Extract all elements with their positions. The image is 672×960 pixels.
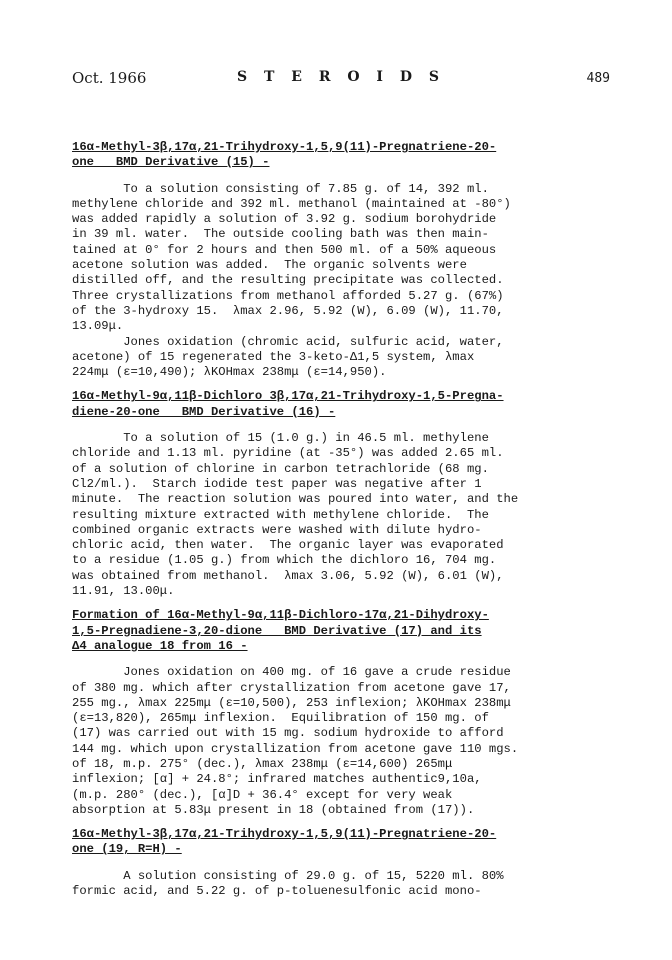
section-heading	[72, 827, 612, 858]
procedure-section	[72, 389, 612, 599]
text-line: inflexion; [α] + 24.8°; infrared matches authentic9,10a,	[72, 772, 482, 787]
text-line: of the 3-hydroxy 15. λmax 2.96, 5.92 (W), 6.09 (W), 11.70,	[72, 303, 504, 318]
heading-line: one BMD Derivative (15) -	[72, 155, 270, 170]
text-line: was added rapidly a solution of 3.92 g. sodium borohydride	[72, 212, 497, 227]
text-line: was obtained from methanol. λmax 3.06, 5.92 (W), 6.01 (W),	[72, 568, 504, 583]
text-line: methylene chloride and 392 ml. methanol (maintained at -80°)	[72, 196, 511, 211]
text-line: To a solution of 15 (1.0 g.) in 46.5 ml. methylene	[72, 431, 489, 446]
text-line: 13.09μ.	[72, 319, 124, 334]
heading-line: 16α-Methyl-9α,11β-Dichloro 3β,17α,21-Trihydroxy-1,5-Pregna-	[72, 389, 504, 404]
text-line: 224mμ (ε=10,490); λKOHmax 238mμ (ε=14,950).	[72, 365, 387, 380]
section-heading	[72, 140, 612, 171]
text-line: 255 mg., λmax 225mμ (ε=10,500), 253 inflexion; λKOHmax 238mμ	[72, 695, 511, 710]
text-line: Three crystallizations from methanol afforded 5.27 g. (67%)	[72, 288, 504, 303]
section-heading	[72, 608, 612, 654]
heading-line: one (19, R=H) -	[72, 842, 182, 857]
text-line: tained at 0° for 2 hours and then 500 ml. of a 50% aqueous	[72, 242, 497, 257]
text-line: in 39 ml. water. The outside cooling bath was then main-	[72, 227, 489, 242]
text-line: 144 mg. which upon crystallization from acetone gave 110 mgs.	[72, 741, 519, 756]
body-paragraph	[72, 869, 612, 900]
text-line: To a solution consisting of 7.85 g. of 14, 392 ml.	[72, 181, 489, 196]
heading-line: diene-20-one BMD Derivative (16) -	[72, 404, 336, 419]
heading-line: Formation of 16α-Methyl-9α,11β-Dichloro-17α,21-Dihydroxy-	[72, 608, 489, 623]
text-line: 11.91, 13.00μ.	[72, 584, 175, 599]
article-body	[72, 140, 612, 908]
issue-date: Oct. 1966	[72, 69, 147, 87]
text-line: Cl2/ml.). Starch iodide test paper was negative after 1	[72, 476, 482, 491]
text-line: Jones oxidation on 400 mg. of 16 gave a crude residue	[72, 665, 511, 680]
text-line: chloric acid, then water. The organic layer was evaporated	[72, 538, 504, 553]
body-paragraph	[72, 182, 612, 335]
running-header	[72, 69, 610, 89]
text-line: (17) was carried out with 15 mg. sodium hydroxide to afford	[72, 726, 504, 741]
text-line: acetone) of 15 regenerated the 3-keto-Δ1,5 system, λmax	[72, 349, 475, 364]
heading-line: Δ4 analogue 18 from 16 -	[72, 638, 248, 653]
text-line: combined organic extracts were washed with dilute hydro-	[72, 522, 482, 537]
text-line: resulting mixture extracted with methylene chloride. The	[72, 507, 489, 522]
text-line: (m.p. 280° (dec.), [α]D + 36.4° except for very weak	[72, 787, 453, 802]
text-line: (ε=13,820), 265mμ inflexion. Equilibration of 150 mg. of	[72, 711, 489, 726]
heading-line: 16α-Methyl-3β,17α,21-Trihydroxy-1,5,9(11)-Pregnatriene-20-	[72, 140, 497, 154]
section-heading	[72, 389, 612, 420]
procedure-section	[72, 140, 612, 380]
heading-line: 16α-Methyl-3β,17α,21-Trihydroxy-1,5,9(11)-Pregnatriene-20-	[72, 827, 497, 842]
text-line: Jones oxidation (chromic acid, sulfuric acid, water,	[72, 334, 504, 349]
text-line: to a residue (1.05 g.) from which the dichloro 16, 704 mg.	[72, 553, 497, 568]
text-line: distilled off, and the resulting precipitate was collected.	[72, 273, 504, 288]
body-paragraph	[72, 431, 612, 599]
procedure-section	[72, 827, 612, 899]
page-number: 489	[586, 71, 610, 86]
text-line: chloride and 1.13 ml. pyridine (at -35°) was added 2.65 ml.	[72, 446, 504, 461]
text-line: of 18, m.p. 275° (dec.), λmax 238mμ (ε=14,600) 265mμ	[72, 756, 453, 771]
text-line: absorption at 5.83μ present in 18 (obtained from (17)).	[72, 802, 475, 817]
body-paragraph	[72, 665, 612, 818]
text-line: A solution consisting of 29.0 g. of 15, 5220 ml. 80%	[72, 868, 504, 883]
text-line: of a solution of chlorine in carbon tetrachloride (68 mg.	[72, 461, 489, 476]
text-line: acetone solution was added. The organic solvents were	[72, 258, 467, 273]
heading-line: 1,5-Pregnadiene-3,20-dione BMD Derivative (17) and its	[72, 623, 482, 638]
journal-title: S T E R O I D S	[237, 69, 445, 85]
text-line: minute. The reaction solution was poured into water, and the	[72, 492, 519, 507]
body-paragraph	[72, 335, 612, 381]
text-line: formic acid, and 5.22 g. of p-toluenesulfonic acid mono-	[72, 884, 482, 899]
text-line: of 380 mg. which after crystallization from acetone gave 17,	[72, 680, 511, 695]
procedure-section	[72, 608, 612, 818]
